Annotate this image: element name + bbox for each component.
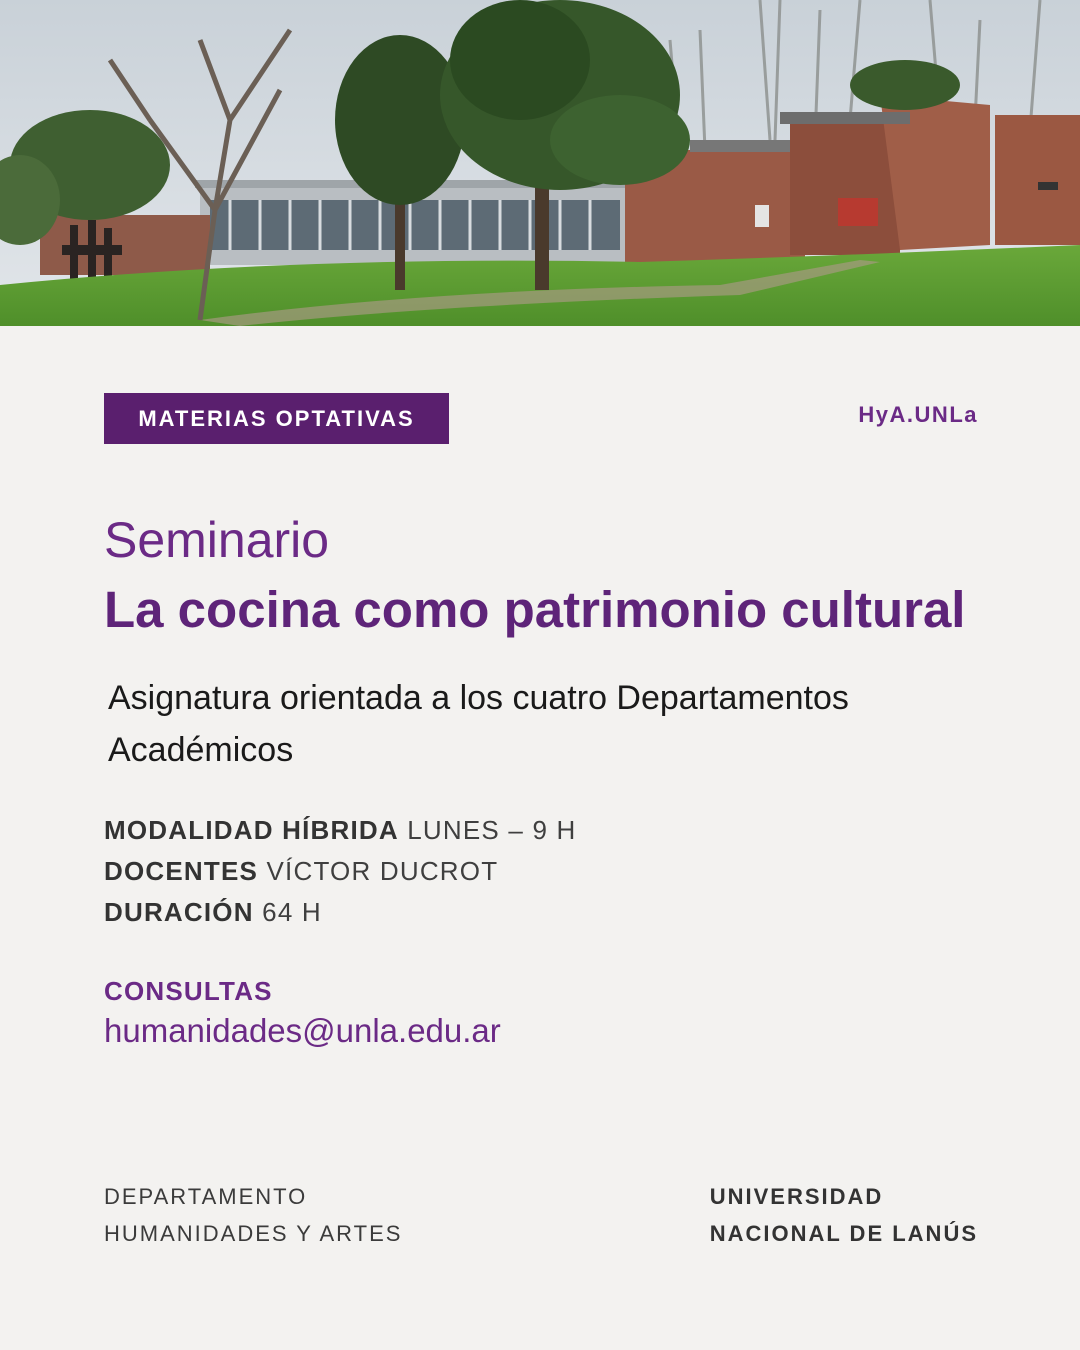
university-line-2: NACIONAL DE LANÚS [709, 1221, 978, 1246]
department-name [104, 1178, 402, 1252]
university-name [710, 1178, 978, 1252]
course-type: Seminario [104, 512, 330, 568]
university-line-1: UNIVERSIDAD [709, 1184, 884, 1209]
department-line-1: DEPARTAMENTO [104, 1184, 308, 1209]
course-subtitle: Asignatura orientada a los cuatro Departamentos Académicos [108, 679, 849, 769]
detail-label: DOCENTES [104, 856, 259, 886]
detail-label: MODALIDAD HÍBRIDA [104, 815, 399, 845]
detail-value: LUNES – 9 H [407, 815, 577, 845]
campus-illustration [0, 0, 1080, 326]
flyer-content [0, 326, 1080, 1350]
campus-photo [0, 0, 1080, 326]
course-details [104, 810, 577, 933]
contact-email-link[interactable]: humanidades@unla.edu.ar [104, 1012, 501, 1049]
contact-label: CONSULTAS [104, 976, 273, 1006]
detail-label: DURACIÓN [104, 897, 254, 927]
detail-modality [104, 810, 577, 851]
department-line-2: HUMANIDADES Y ARTES [104, 1221, 403, 1246]
detail-value: 64 H [262, 897, 322, 927]
category-badge: MATERIAS OPTATIVAS [104, 393, 449, 444]
detail-teachers [104, 851, 577, 892]
course-title: La cocina como patrimonio cultural [104, 581, 966, 638]
brand-logo-text: HyA.UNLa [858, 402, 978, 427]
detail-value: VÍCTOR DUCROT [266, 856, 499, 886]
detail-duration [104, 892, 577, 933]
